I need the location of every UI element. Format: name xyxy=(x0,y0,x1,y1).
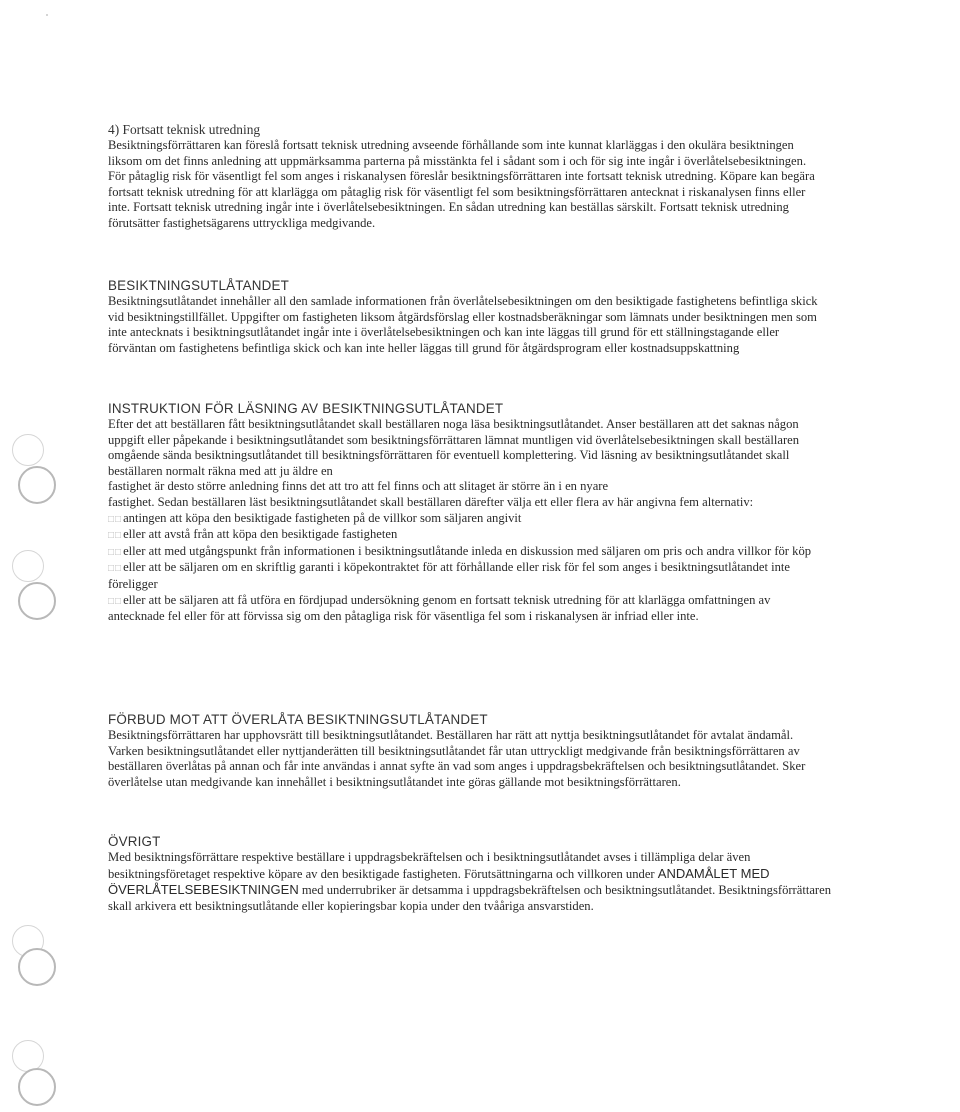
text-run-caps: ÖVERLÅTELSEBESIKTNINGEN xyxy=(108,882,299,898)
paragraph-line: För påtaglig risk för väsentligt fel som anges i riskanalysen föreslår besiktningsförrättaren inte fortsatt teknisk utredning. Köpare kan begära xyxy=(108,169,815,184)
paragraph-line: Med besiktningsförrättare respektive beställare i uppdragsbekräftelsen och i besiktningsutlåtandet avses i tillämpliga delar även xyxy=(108,850,751,864)
paragraph-line: antecknade fel eller för att förvissa sig om den påtagliga risk för väsentliga fel som i riskanalysen är infriad eller inte. xyxy=(108,609,699,624)
paragraph-line xyxy=(108,866,953,883)
scan-speck xyxy=(46,14,48,16)
text-run-caps: ANDAMÅLET MED xyxy=(657,865,770,881)
section-heading: FÖRBUD MOT ATT ÖVERLÅTA BESIKTNINGSUTLÅTANDET xyxy=(108,712,488,727)
section-ovrigt xyxy=(108,834,953,914)
paragraph-line: Efter det att beställaren fått besiktningsutlåtandet skall beställaren noga läsa besiktningsutlåtandet. Anser beställaren att det saknas någon xyxy=(108,417,799,431)
bullet-icon: □□ xyxy=(108,513,123,525)
paragraph-line: fastighet är desto större anledning finns det att tro att fel finns och att slitaget är större än i en nyare xyxy=(108,479,609,494)
list-item xyxy=(108,527,953,544)
section-heading: INSTRUKTION FÖR LÄSNING AV BESIKTNINGSUTLÅTANDET xyxy=(108,401,504,416)
paragraph-line: vid besiktningstillfället. Uppgifter om fastigheten liksom åtgärdsförslag eller kostnadsberäkningar som lämnats under besiktningen men som xyxy=(108,309,817,324)
bullet-icon: □□ xyxy=(108,595,123,607)
list-item xyxy=(108,593,953,610)
paragraph-line: fastighet. Sedan beställaren läst besiktningsutlåtandet skall beställaren därefter välja ett eller flera av här angivna fem alternativ: xyxy=(108,494,754,509)
punch-hole-icon xyxy=(18,1068,56,1106)
paragraph-line: Besiktningsförrättaren kan föreslå fortsatt teknisk utredning avseende förhållande som inte kunnat klarläggas i den okulära besiktningen xyxy=(108,138,794,152)
paragraph-line: omgående sända besiktningsutlåtandet till besiktningsförrättaren för eventuell komplettering. Vid läsning av besiktningsutlåtandet skall xyxy=(108,448,790,463)
punch-hole-icon xyxy=(18,582,56,620)
list-item-text: antingen att köpa den besiktigade fastigheten på de villkor som säljaren angivit xyxy=(123,510,522,525)
section-heading: BESIKTNINGSUTLÅTANDET xyxy=(108,278,290,293)
paragraph-line: inte antecknats i besiktningsutlåtandet ingår inte i överlåtelsebesiktningen och kan inte läggas till grund för ett ställningstagande eller xyxy=(108,325,780,340)
paragraph-line: Varken besiktningsutlåtandet eller nyttjanderätten till besiktningsutlåtandet får utan uttryckligt medgivande från besiktningsförrättaren av xyxy=(108,743,800,758)
section-besiktningsutlatandet xyxy=(108,278,953,356)
section-forbud xyxy=(108,712,953,790)
list-item-text: eller att be säljaren om en skriftlig garanti i köpekontraktet för att förhållande eller risk för fel som anges i besiktningsutlåtandet inte xyxy=(123,560,790,575)
section-instruktion xyxy=(108,401,953,625)
punch-hole-icon xyxy=(18,948,56,986)
paragraph-line: liksom om det finns anledning att uppmärksamma parterna på misstänkta fel i sådant som i och för sig inte ingår i överlåtelsebesiktningen. xyxy=(108,153,807,168)
punch-hole-icon xyxy=(12,434,44,466)
bullet-icon: □□ xyxy=(108,563,123,575)
paragraph-line: beställaren överlåtas på annan och får inte användas i annat syfte än vad som anges i uppdragsbekräftelsen och besiktningsutlåtandet. Sker xyxy=(108,759,806,774)
paragraph-line: föreligger xyxy=(108,576,158,591)
paragraph-line: fortsatt teknisk utredning för att klarlägga om påtaglig risk för väsentligt fel som besiktningsförrättaren antecknat i riskanalysen finns eller xyxy=(108,184,806,199)
paragraph-line: förutsätter fastighetsägarens uttryckliga medgivande. xyxy=(108,215,376,230)
punch-hole-icon xyxy=(12,550,44,582)
list-item-text: eller att avstå från att köpa den besiktigade fastigheten xyxy=(123,527,398,542)
list-item xyxy=(108,560,953,577)
list-item-text: eller att be säljaren att få utföra en fördjupad undersökning genom en fortsatt teknisk utredning för att klarlägga omfattningen av xyxy=(123,592,771,607)
punch-hole-icon xyxy=(18,466,56,504)
paragraph-line: uppgift eller påpekande i besiktningsutlåtandet som besiktningsförrättaren lämnat muntligen vid överlåtelsebesiktningen skall beställaren xyxy=(108,432,800,447)
list-item xyxy=(108,511,953,528)
paragraph-line: inte. Fortsatt teknisk utredning ingår inte i överlåtelsebesiktningen. En sådan utredning kan beställas särskilt. Fortsatt teknisk utredning xyxy=(108,200,789,215)
bullet-icon: □□ xyxy=(108,530,123,542)
paragraph-line: Besiktningsförrättaren har upphovsrätt till besiktningsutlåtandet. Beställaren har rätt att nyttja besiktningsutlåtandet för avtalat ändamål. xyxy=(108,728,794,742)
text-run: med underrubriker är detsamma i uppdragsbekräftelsen och besiktningsutlåtandet. Besiktningsförrättaren xyxy=(301,883,832,898)
bullet-icon: □□ xyxy=(108,546,123,558)
paragraph-line: beställaren normalt räkna med att ju äldre en xyxy=(108,463,333,478)
list-item xyxy=(108,544,953,561)
section-heading: 4) Fortsatt teknisk utredning xyxy=(108,122,261,137)
text-run: besiktningsföretaget respektive köpare av den besiktigade fastigheten. Förutsättningarna och villkoren under xyxy=(108,866,655,881)
paragraph-line xyxy=(108,882,953,899)
paragraph-line: Besiktningsutlåtandet innehåller all den samlade informationen från överlåtelsebesiktningen om den besiktigade fastighetens befintliga skick xyxy=(108,294,818,308)
paragraph-line: förväntan om fastighetens befintliga skick och kan inte heller läggas till grund för åtgärdsprogram eller kostnadsuppskattning xyxy=(108,340,740,355)
section-heading: ÖVRIGT xyxy=(108,834,161,849)
paragraph-line: skall arkivera ett besiktningsutlåtande eller kopieringsbar kopia under den tvååriga ansvarstiden. xyxy=(108,898,594,913)
paragraph-line: överlåtelse utan medgivande kan innehållet i besiktningsutlåtandet inte göras gällande mot besiktningsförrättaren. xyxy=(108,774,681,789)
section-fortsatt-teknisk-utredning xyxy=(108,122,953,232)
list-item-text: eller att med utgångspunkt från informationen i besiktningsutlåtande inleda en diskussion med säljaren om pris och andra villkor för köp xyxy=(123,543,812,558)
